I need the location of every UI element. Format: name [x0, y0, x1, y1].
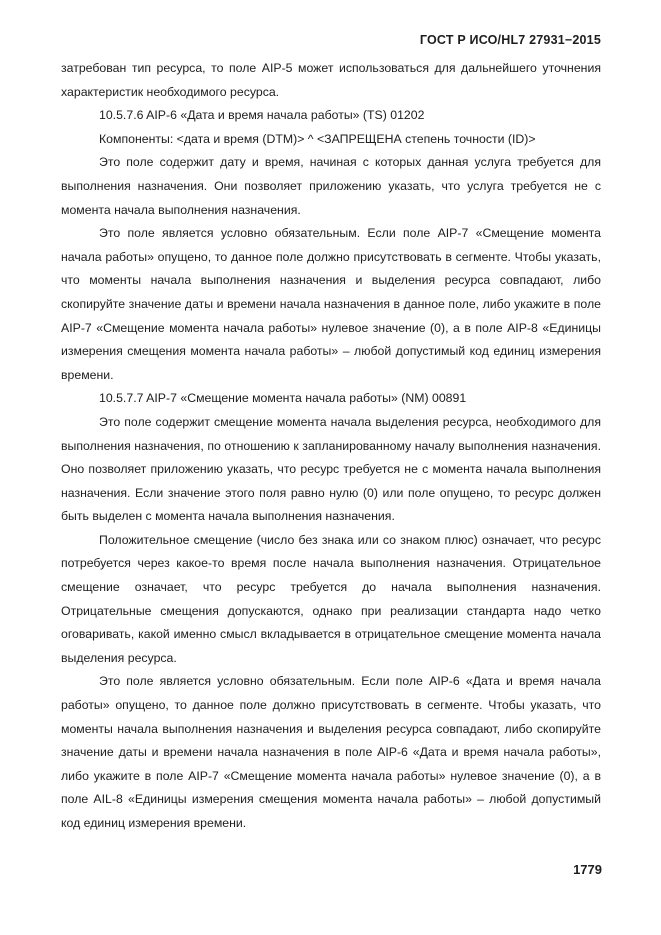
- paragraph: 10.5.7.6 AIP-6 «Дата и время начала работы» (TS) 01202: [99, 108, 425, 123]
- paragraph: 10.5.7.7 AIP-7 «Смещение момента начала работы» (NM) 00891: [99, 391, 467, 406]
- document-body: [61, 57, 601, 836]
- paragraph: Положительное смещение (число без знака или со знаком плюс) означает, что ресурс потребуется через какое-то время после начала выполнения назначения. Отрицательное смещение означает, что ресурс требуется до начала выполнения назначения. Отрицательные смещения допускаются, однако при реализации стандарта надо четко оговаривать, какой именно смысл вкладывается в отрицательное смещение момента начала выделения ресурса.: [61, 532, 601, 665]
- page-number: 1779: [573, 862, 602, 877]
- paragraph: Компоненты: <дата и время (DTM)> ^ <ЗАПРЕЩЕНА степень точности (ID)>: [99, 131, 536, 146]
- paragraph: затребован тип ресурса, то поле AIP-5 может использоваться для дальнейшего уточнения характеристик необходимого ресурса.: [61, 61, 601, 99]
- paragraph: Это поле содержит смещение момента начала выделения ресурса, необходимого для выполнения назначения, по отношению к запланированному началу выполнения назначения. Оно позволяет приложению указать, что ресурс требуется не с момента начала выполнения назначения. Если значение этого поля равно нулю (0) или поле опущено, то ресурс должен быть выделен с момента начала выполнения назначения.: [61, 414, 601, 524]
- paragraph: Это поле содержит дату и время, начиная с которых данная услуга требуется для выполнения назначения. Они позволяет приложению указать, что услуга требуется не с момента начала выполнения назначения.: [61, 155, 601, 217]
- paragraph: Это поле является условно обязательным. Если поле AIP-7 «Смещение момента начала работы» опущено, то данное поле должно присутствовать в сегменте. Чтобы указать, что моменты начала выполнения назначения и выделения ресурса совпадают, либо скопируйте значение даты и времени начала назначения в данное поле, либо укажите в поле AIP-7 «Смещение момента начала работы» нулевое значение (0), а в поле AIP-8 «Единицы измерения смещения момента начала работы» – любой допустимый код единиц измерения времени.: [61, 226, 601, 382]
- paragraph: Это поле является условно обязательным. Если поле AIP-6 «Дата и время начала работы» опущено, то данное поле должно присутствовать в сегменте. Чтобы указать, что моменты начала выполнения назначения и выделения ресурса совпадают, либо скопируйте значение даты и времени начала назначения в поле AIP-6 «Дата и время начала работы», либо укажите в поле AIP-7 «Смещение момента начала работы» нулевое значение (0), а в поле AIL-8 «Единицы измерения смещения момента начала работы» – любой допустимый код единиц измерения времени.: [61, 674, 601, 830]
- running-header: ГОСТ Р ИСО/HL7 27931−2015: [419, 33, 601, 47]
